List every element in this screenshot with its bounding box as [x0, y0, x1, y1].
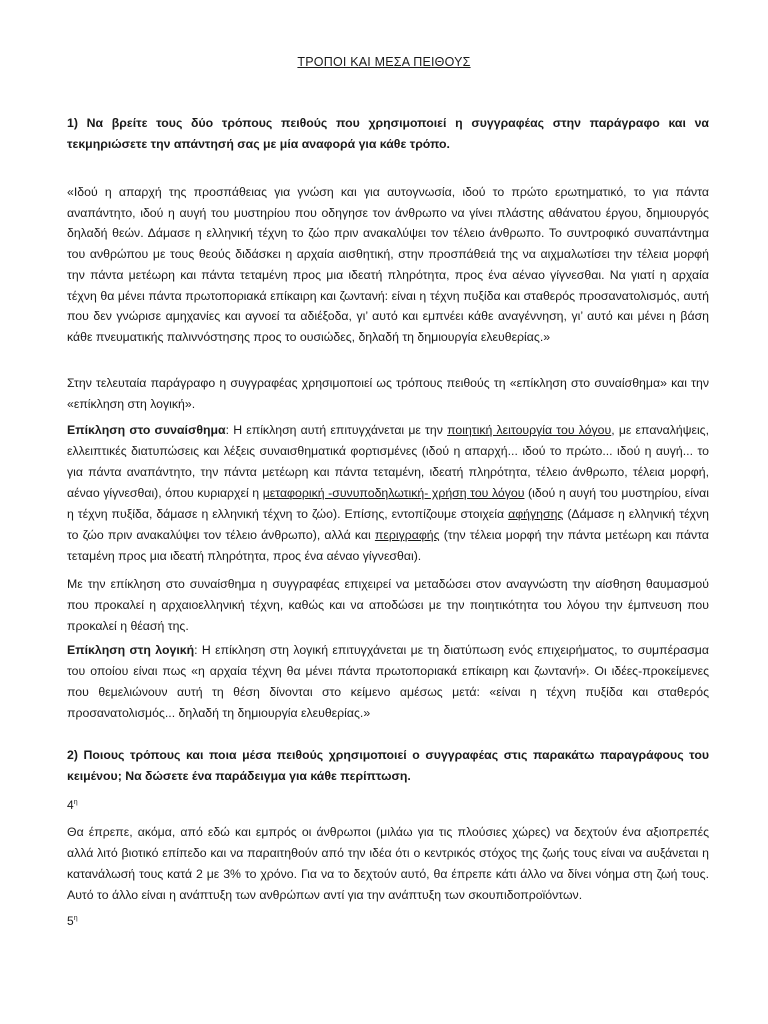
emotion-underline-1: ποιητική λειτουργία του λόγου [447, 423, 612, 437]
logic-paragraph [67, 640, 709, 724]
question-1: 1) Να βρείτε τους δύο τρόπους πειθούς που χρησιμοποιεί η συγγραφέας στην παράγραφο και να τεκμηριώσετε την απάντησή σας με μία αναφορά για κάθε τρόπο. [67, 116, 709, 151]
emotion-paragraph [67, 420, 709, 567]
emotion-summary-paragraph: Με την επίκληση στο συναίσθημα η συγγραφέας επιχειρεί να μεταδώσει στον αναγνώστη την αίσθηση θαυμασμού που προκαλεί η αρχαιοελληνική τέχνη, καθώς και να αποδώσει με την ποιητικότητα του λόγου την έμπνευση που προκαλεί η θέασή της. [67, 577, 709, 633]
paragraph-4-text: Θα έπρεπε, ακόμα, από εδώ και εμπρός οι άνθρωποι (μιλάω για τις πλούσιες χώρες) να δεχτούν ένα αξιοπρεπές αλλά λιτό βιοτικό επίπεδο και να παραιτηθούν από την ιδέα ότι ο κεντρικός στόχος της ζωής τους είναι να αυξάνεται η κατανάλωσή τους κατά 2 με 3% το χρόνο. Για να το δεχτούν αυτό, θα έπρεπε κάτι άλλο να δίνει νόημα στη ζωή τους. Αυτό το άλλο είναι η ανάπτυξη των ανθρώπων αντί για την ανάπτυξη των σκουπιδοπροϊόντων. [67, 825, 709, 902]
emotion-underline-4: περιγραφής [374, 528, 440, 542]
paragraph-5-suffix: η [73, 915, 78, 922]
page-title: ΤΡΟΠΟΙ ΚΑΙ ΜΕΣΑ ΠΕΙΘΟΥΣ [297, 55, 471, 69]
emotion-underline-2: μεταφορική -συνυποδηλωτική- χρήση του λόγου [262, 486, 525, 500]
paragraph-5-label [67, 914, 78, 928]
logic-heading: Επίκληση στη λογική [67, 643, 195, 657]
question-2: 2) Ποιους τρόπους και ποια μέσα πειθούς χρησιμοποιεί ο συγγραφέας στις παρακάτω παραγράφους του κειμένου; Να δώσετε ένα παράδειγμα για κάθε περίπτωση. [67, 748, 709, 783]
logic-text: : Η επίκληση στη λογική επιτυγχάνεται με τη διατύπωση ενός επιχειρήματος, το συμπέρασμα του οποίου είναι πως «η αρχαία τέχνη θα μένει πάντα πρωτοποριακά επίκαιρη και ζωντανή». Οι ιδέες-προκείμενες που θεμελιώνουν αυτή τη θέση δίνονται στο κείμενο αμέσως μετά: «είναι η τέχνη πυξίδα και σταθερός προσανατολισμός... δηλαδή τη δημιουργία ελευθερίας.» [67, 643, 709, 720]
emotion-underline-3: αφήγησης [508, 507, 564, 521]
emotion-text-1: : Η επίκληση αυτή επιτυγχάνεται με την [225, 423, 448, 437]
paragraph-4-suffix: η [73, 799, 78, 806]
paragraph-4-number: 4 [67, 798, 74, 812]
intro-paragraph: Στην τελευταία παράγραφο η συγγραφέας χρησιμοποιεί ως τρόπους πειθούς τη «επίκληση στο συναίσθημα» και την «επίκληση στη λογική». [67, 376, 709, 411]
emotion-text-5: (την τέλεια μορφή την πάντα μετέωρη και πάντα τεταμένη προς μια ιδεατή πληρότητα, προς ένα αέναο γίγνεσθαι). [67, 528, 709, 563]
emotion-text-3: (ιδού η αυγή του μυστηρίου, είναι η τέχνη πυξίδα, δάμασε η ελληνική τέχνη το ζώο). Επίσης, εντοπίζουμε στοιχεία [67, 486, 709, 521]
paragraph-4-label [67, 798, 78, 812]
quoted-paragraph: «Ιδού η απαρχή της προσπάθειας για γνώση και για αυτογνωσία, ιδού το πρώτο ερωτηματικό, το για πάντα αναπάντητο, ιδού η αυγή του μυστηρίου που οδηγησε τον άνθρωπο να γίνει πλάστης αθάνατου έργου, δημιουργός δηλαδή θεών. Δάμασε η ελληνική τέχνη το ζώο πριν ανακαλύψει τον τέλειο άνθρωπο. Το συντροφικό συναπάντημα του ανθρώπου με τους θεούς διδάσκει η αρχαία αισθητική, στην προσπάθειά της να αιχμαλωτίσει την τέλεια μορφή την πάντα μετέωρη και πάντα τεταμένη προς μια ιδεατή πληρότητα, προς ένα αέναο γίγνεσθαι. Να γιατί η αρχαία τέχνη θα μένει πάντα πρωτοποριακά επίκαιρη και ζωντανή: είναι η τέχνη πυξίδα και σταθερός προσανατολισμός, αυτή που δεν γνώρισε αμηχανίες και αγνοεί τα αδιέξοδα, γι’ αυτό και εμπνέει κάθε αναγέννηση, γι’ αυτό και μένει η βάση κάθε πνευματικής παλιννόστησης προς το ουσιώδες, δηλαδή τη δημιουργία ελευθερίας.» [67, 185, 709, 344]
paragraph-5-number: 5 [67, 914, 74, 928]
emotion-heading: Επίκληση στο συναίσθημα [67, 423, 226, 437]
emotion-text-4: (Δάμασε η ελληνική τέχνη το ζώο πριν ανακαλύψει τον τέλειο άνθρωπο), αλλά και [67, 507, 709, 542]
emotion-text-2: , με επαναλήψεις, ελλειπτικές διατυπώσεις και λέξεις συναισθηματικά φορτισμένες (ιδού η απαρχή... ιδού το πρώτο... ιδού η αυγή... το για πάντα αναπάντητο, την πάντα μετέωρη και πάντα τεταμένη, ιδεατή πληρότητα, τέλειο άνθρωπο, τέλεια μορφή, αέναο γίγνεσθαι), όπου κυριαρχεί η [67, 423, 710, 500]
